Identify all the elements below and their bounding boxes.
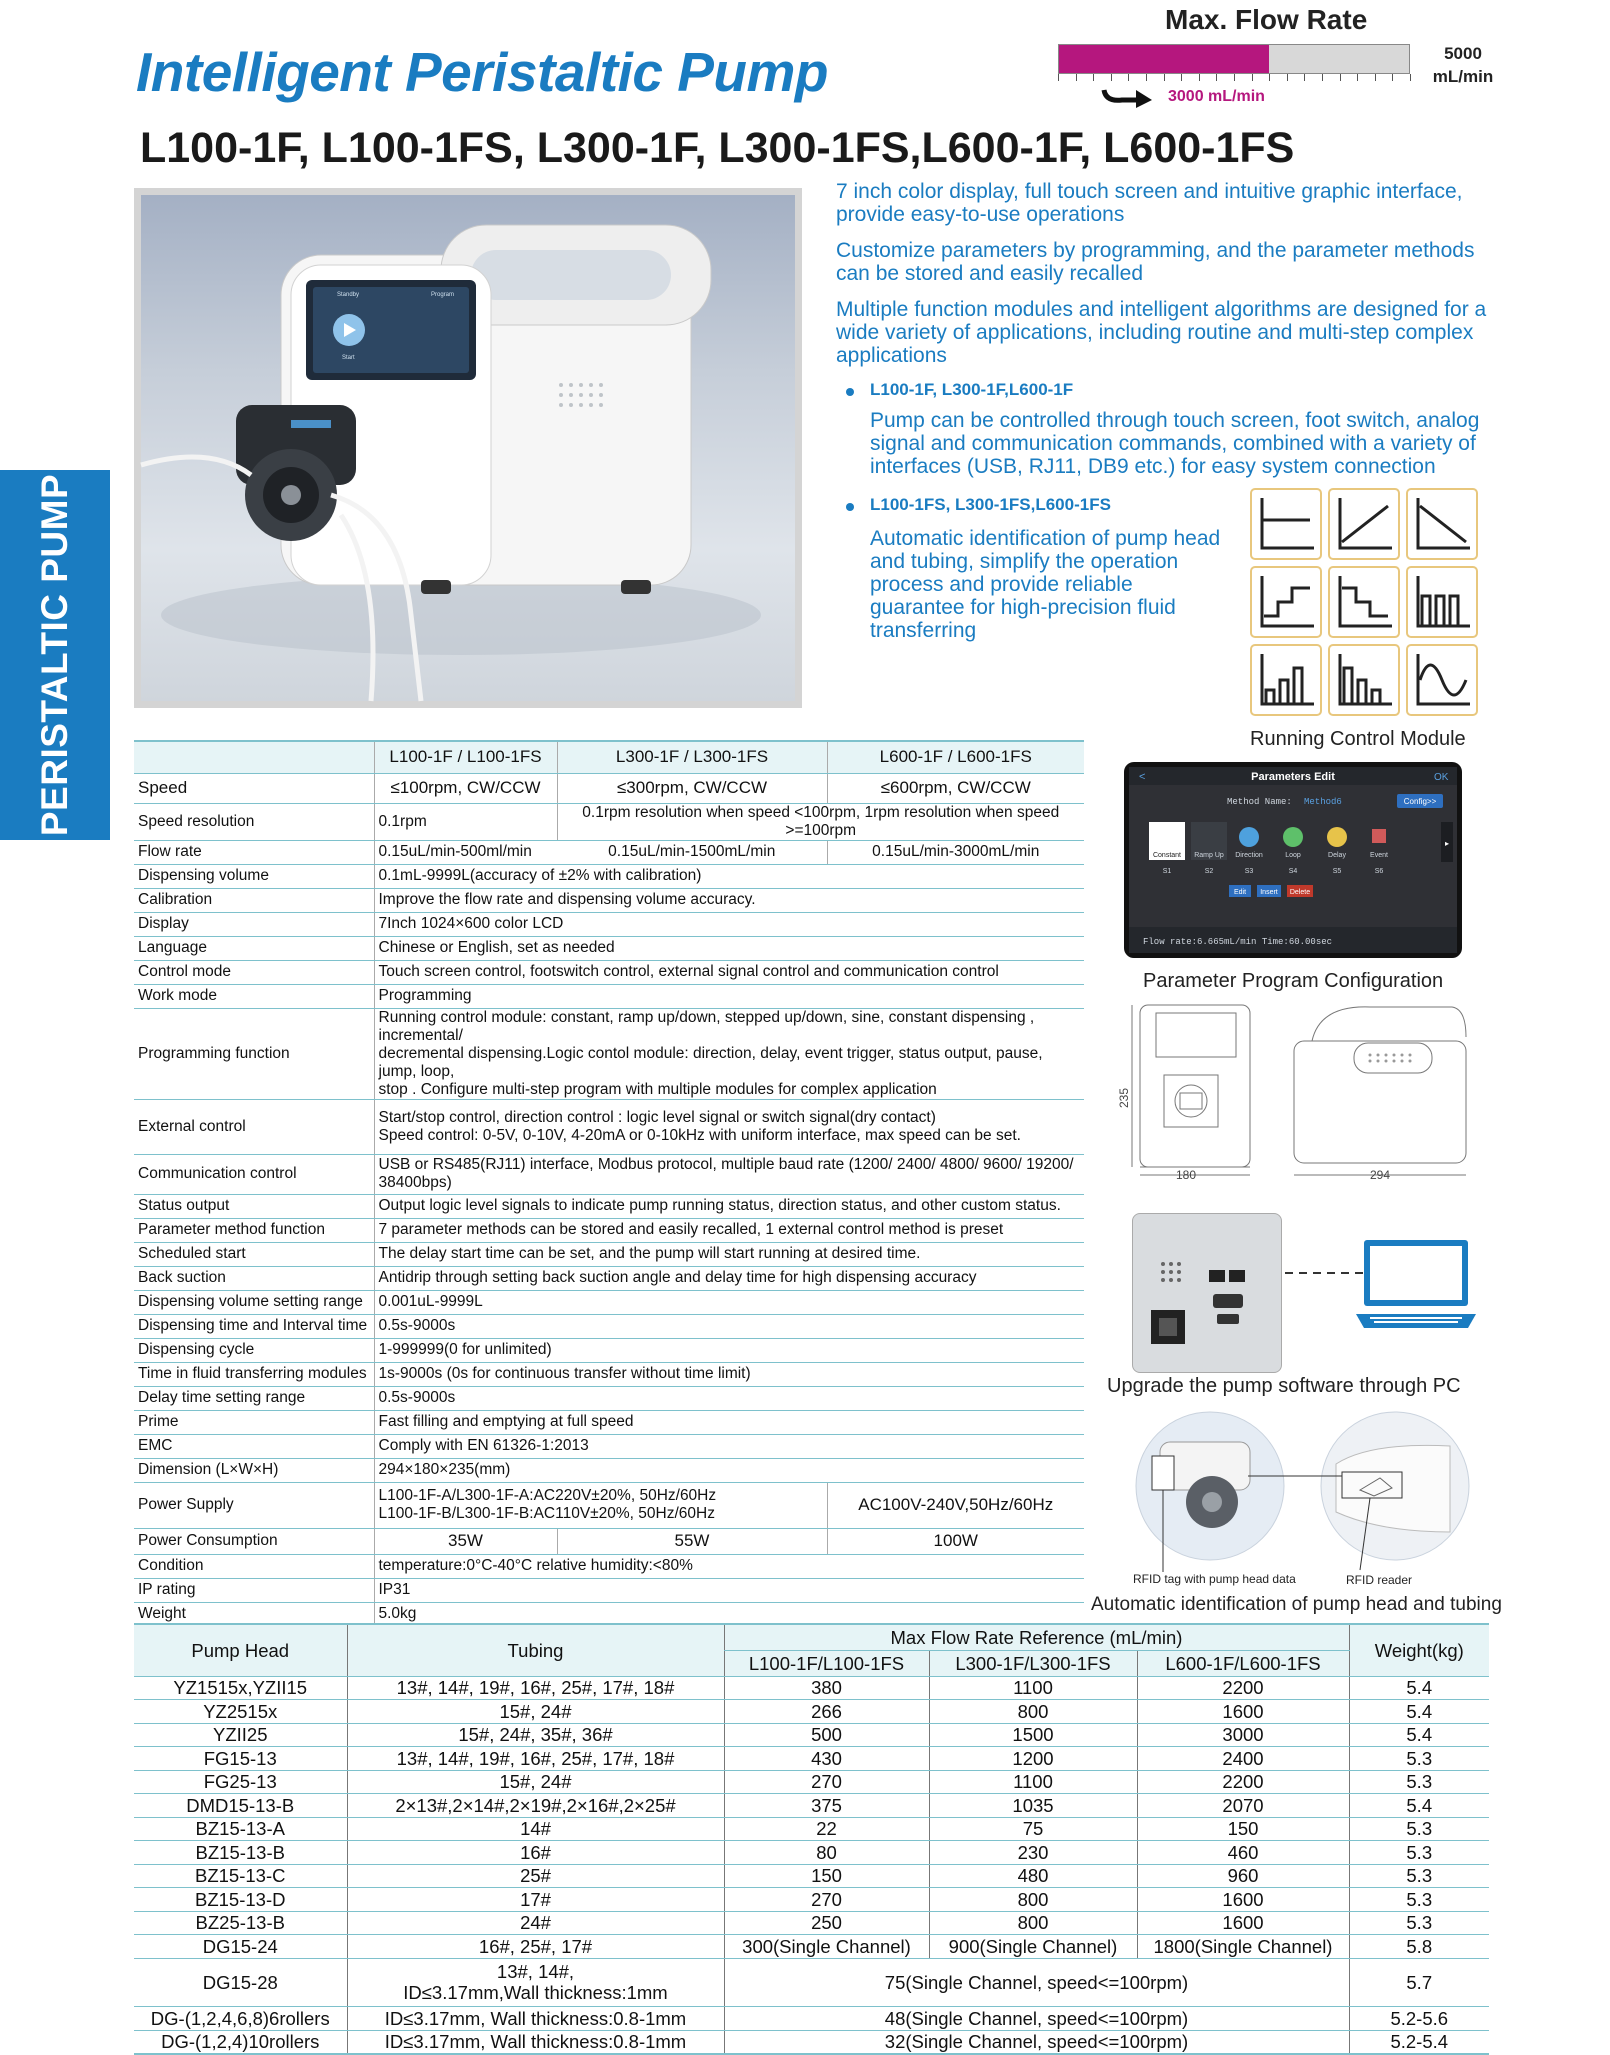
table-cell-v3: 1800(Single Channel) (1137, 1935, 1349, 1959)
table-cell-weight: 5.4 (1349, 1700, 1489, 1724)
table-cell-head: YZ2515x (134, 1700, 347, 1724)
table-row (134, 1770, 1489, 1794)
table-cell-head: DG15-24 (134, 1935, 347, 1959)
flow-rate-tick (1269, 74, 1270, 81)
edit-button: Edit (1233, 889, 1247, 896)
screen-label-start: Start (342, 355, 355, 361)
table-row (134, 1700, 1489, 1724)
step-label: S6 (1374, 868, 1384, 875)
spec-label: Dispensing time and Interval time (134, 1314, 374, 1338)
table-cell-tubing: 16# (347, 1841, 724, 1865)
ramp-down-icon (1406, 488, 1478, 560)
table-cell-head: BZ15-13-C (134, 1864, 347, 1888)
flow-rate-tick (1287, 74, 1288, 81)
spec-value: ≤100rpm, CW/CCW (374, 773, 557, 803)
screen-label-program: Program (431, 292, 455, 298)
spec-value: Output logic level signals to indicate pump running status, direction status, and other custom status. (374, 1194, 1084, 1218)
table-cell-v2: 1100 (929, 1770, 1137, 1794)
table-row (134, 1888, 1489, 1912)
flow-rate-tick (1340, 74, 1341, 81)
decremental-icon (1328, 644, 1400, 716)
col-pump-head: Pump Head (134, 1624, 347, 1676)
dimension-drawing (1117, 1003, 1470, 1182)
feature-display: 7 inch color display, full touch screen and intuitive graphic interface, provide easy-to-use operations (836, 180, 1463, 226)
spec-label: Scheduled start (134, 1242, 374, 1266)
caption-auto-id: Automatic identification of pump head and tubing (1091, 1594, 1502, 1615)
spec-value: Improve the flow rate and dispensing volume accuracy. (374, 888, 1084, 912)
flow-table-body (134, 1676, 1489, 1958)
table-cell-weight: 5.3 (1349, 1770, 1489, 1794)
table-cell-v1: 250 (724, 1911, 929, 1935)
table-cell-head: FG25-13 (134, 1770, 347, 1794)
table-cell-weight: 5.3 (1349, 1911, 1489, 1935)
table-cell-weight: 5.3 (1349, 1817, 1489, 1841)
method-name-label: Method Name: (1227, 797, 1292, 807)
spec-value: Chinese or English, set as needed (374, 936, 1084, 960)
table-cell-tubing: 24# (347, 1911, 724, 1935)
flow-rate-tick (1093, 74, 1094, 81)
table-cell-v1: 150 (724, 1864, 929, 1888)
spec-label: Display (134, 912, 374, 936)
table-cell-v3: 2200 (1137, 1770, 1349, 1794)
sine-icon (1406, 644, 1478, 716)
table-cell-v3: 1600 (1137, 1911, 1349, 1935)
table-row (134, 1794, 1489, 1818)
constant-mode-icon (1250, 488, 1322, 560)
category-side-tab (0, 470, 110, 840)
table-cell-v1: 22 (724, 1817, 929, 1841)
spec-label: IP rating (134, 1578, 374, 1602)
bullet-icon (846, 388, 854, 396)
spec-value: 1s-9000s (0s for continuous transfer without time limit) (374, 1362, 1084, 1386)
table-cell-head: BZ15-13-D (134, 1888, 347, 1912)
table-cell-v2: 900(Single Channel) (929, 1935, 1137, 1959)
table-cell-weight: 5.3 (1349, 1864, 1489, 1888)
caption-running-control: Running Control Module (1250, 728, 1466, 750)
table-cell-head: YZ1515x,YZII15 (134, 1676, 347, 1700)
product-photo (134, 188, 802, 708)
table-cell-tubing: 13#, 14#, 19#, 16#, 25#, 17#, 18# (347, 1676, 724, 1700)
bullet-title-1: L100-1F, L300-1F,L600-1F (870, 380, 1074, 399)
spec-label: Flow rate (134, 840, 374, 864)
spec-col-l100: L100-1F / L100-1FS (374, 741, 557, 773)
flow-rate-tick (1128, 74, 1129, 81)
table-cell-tubing: 15#, 24#, 35#, 36# (347, 1723, 724, 1747)
table-row (134, 1911, 1489, 1935)
depth-label: 294 (1369, 1168, 1391, 1182)
flow-rate-tick (1164, 74, 1165, 81)
chevron-right-icon: ▸ (1444, 839, 1450, 848)
spec-label: External control (134, 1099, 374, 1154)
table-cell-v2: 75 (929, 1817, 1137, 1841)
col-weight: Weight(kg) (1349, 1624, 1489, 1676)
spec-value: 7Inch 1024×600 color LCD (374, 912, 1084, 936)
table-row (134, 1747, 1489, 1771)
table-cell-tubing: 2×13#,2×14#,2×19#,2×16#,2×25# (347, 1794, 724, 1818)
spec-label: Speed resolution (134, 803, 374, 840)
flow-rate-tick (1111, 74, 1112, 81)
table-cell-weight: 5.4 (1349, 1723, 1489, 1747)
table-cell-head: FG15-13 (134, 1747, 347, 1771)
spec-table (134, 740, 1084, 1627)
spec-label: Language (134, 936, 374, 960)
bullet-text-2: Automatic identification of pump head and tubing, simplify the operation process and provide reliable guarantee for high-precision fluid transferring (870, 527, 1221, 642)
running-mode-icons (1250, 488, 1484, 718)
spec-value: Touch screen control, footswitch control, external signal control and communication control (374, 960, 1084, 984)
spec-label: Work mode (134, 984, 374, 1008)
status-line: Flow rate:6.665mL/min Time:60.00sec (1143, 937, 1333, 947)
col-group-max-flow: Max Flow Rate Reference (mL/min) (724, 1624, 1349, 1650)
spec-label: Calibration (134, 888, 374, 912)
table-cell-tubing: 13#, 14#, 19#, 16#, 25#, 17#, 18# (347, 1747, 724, 1771)
table-cell-v3: 1600 (1137, 1888, 1349, 1912)
table-cell-v2: 1200 (929, 1747, 1137, 1771)
table-cell-head: BZ15-13-B (134, 1841, 347, 1865)
stepped-down-icon (1328, 566, 1400, 638)
ramp-up-icon (1328, 488, 1400, 560)
step-label: S2 (1204, 868, 1214, 875)
table-cell-head: DMD15-13-B (134, 1794, 347, 1818)
spec-label: EMC (134, 1434, 374, 1458)
table-cell-tubing: 14# (347, 1817, 724, 1841)
caption-rfid-reader: RFID reader (1346, 1573, 1413, 1587)
table-cell-v1: 500 (724, 1723, 929, 1747)
screen-ok: OK (1434, 772, 1449, 783)
caption-upgrade: Upgrade the pump software through PC (1107, 1375, 1461, 1397)
dispensing-icon (1406, 566, 1478, 638)
table-cell-v1: 270 (724, 1770, 929, 1794)
config-button: Config>> (1403, 797, 1437, 806)
module-label: Direction (1235, 852, 1263, 859)
model-list: L100-1F, L100-1FS, L300-1F, L300-1FS,L600-1F, L600-1FS (140, 124, 1295, 172)
width-label: 180 (1175, 1168, 1197, 1182)
spec-value: 0.1rpm (374, 803, 557, 840)
spec-label: Programming function (134, 1008, 374, 1099)
flow-rate-tick (1216, 74, 1217, 81)
spec-value: 0.15uL/min-3000mL/min (827, 840, 1084, 864)
spec-value: 1-999999(0 for unlimited) (374, 1338, 1084, 1362)
table-cell-v1: 300(Single Channel) (724, 1935, 929, 1959)
table-cell-v3: 3000 (1137, 1723, 1349, 1747)
table-cell-head: BZ25-13-B (134, 1911, 347, 1935)
flow-rate-max (1418, 42, 1508, 88)
spec-value: Programming (374, 984, 1084, 1008)
table-cell-v2: 1035 (929, 1794, 1137, 1818)
table-row: DG15-28 13#, 14#, ID≤3.17mm,Wall thickness:1mm 75(Single Channel, speed<=100rpm) 5.7 (134, 1958, 1489, 2006)
incremental-icon (1250, 644, 1322, 716)
spec-value: Running control module: constant, ramp up/down, stepped up/down, sine, constant dispensing , incremental/ decremental dispensing.Logic contol module: direction, delay, event trigger, status output, pause, jump, loop, stop . Configure multi-step program with multiple modules for complex application (374, 1008, 1084, 1099)
step-label: S5 (1332, 868, 1342, 875)
table-row: DG-(1,2,4,6,8)6rollers ID≤3.17mm, Wall thickness:0.8-1mm 48(Single Channel, speed<=100rpm) 5.2-5.6 (134, 2006, 1489, 2030)
bullet-icon (846, 503, 854, 511)
flow-rate-tick (1375, 74, 1376, 81)
insert-button: Insert (1260, 889, 1278, 896)
module-label: Ramp Up (1194, 852, 1224, 859)
flow-rate-ticks (1058, 74, 1410, 82)
spec-value: Comply with EN 61326-1:2013 (374, 1434, 1084, 1458)
table-cell-v1: 380 (724, 1676, 929, 1700)
table-cell-v1: 270 (724, 1888, 929, 1912)
module-label: Loop (1285, 852, 1301, 859)
caption-rfid-tag: RFID tag with pump head data (1133, 1572, 1296, 1586)
step-label: S1 (1162, 868, 1172, 875)
table-cell-head: YZII25 (134, 1723, 347, 1747)
spec-label: Dispensing cycle (134, 1338, 374, 1362)
spec-value: ≤300rpm, CW/CCW (557, 773, 827, 803)
table-cell-v2: 800 (929, 1700, 1137, 1724)
rfid-illustration (1130, 1402, 1475, 1587)
col-l600: L600-1F/L600-1FS (1137, 1650, 1349, 1676)
table-cell-v3: 2070 (1137, 1794, 1349, 1818)
col-tubing: Tubing (347, 1624, 724, 1676)
table-cell-v2: 800 (929, 1888, 1137, 1912)
spec-value: Antidrip through setting back suction angle and delay time for high dispensing accuracy (374, 1266, 1084, 1290)
flow-rate-tick (1076, 74, 1077, 81)
spec-value: Fast filling and emptying at full speed (374, 1410, 1084, 1434)
flow-rate-max-unit: mL/min (1432, 67, 1494, 86)
module-label: Delay (1328, 852, 1346, 859)
table-cell-v3: 150 (1137, 1817, 1349, 1841)
parameters-edit-screen (1124, 762, 1462, 958)
spec-value: Start/stop control, direction control : logic level signal or switch signal(dry contact) Speed control: 0-5V, 0-10V, 4-20mA or 0-10kHz with uniform interface, max speed can be set. (374, 1099, 1084, 1154)
spec-label: Time in fluid transferring modules (134, 1362, 374, 1386)
method-name-value: Method6 (1304, 797, 1342, 807)
spec-value: 0.5s-9000s (374, 1386, 1084, 1410)
table-cell-weight: 5.4 (1349, 1794, 1489, 1818)
module-label: Event (1370, 852, 1388, 859)
spec-value: 100W (827, 1528, 1084, 1554)
arrow-right-icon (1100, 86, 1160, 108)
screen-title: Parameters Edit (1251, 771, 1335, 783)
screen-label-standby: Standby (337, 292, 360, 298)
spec-label: Delay time setting range (134, 1386, 374, 1410)
spec-label: Communication control (134, 1154, 374, 1194)
spec-value: USB or RS485(RJ11) interface, Modbus protocol, multiple baud rate (1200/ 2400/ 4800/ 9600/ 19200/ 38400bps) (374, 1154, 1084, 1194)
table-cell-weight: 5.3 (1349, 1747, 1489, 1771)
pump-illustration (141, 195, 795, 701)
flow-rate-tick (1146, 74, 1147, 81)
spec-label: Power Consumption (134, 1528, 374, 1554)
spec-col-l300: L300-1F / L300-1FS (557, 741, 827, 773)
table-cell-v3: 2400 (1137, 1747, 1349, 1771)
table-cell-weight: 5.8 (1349, 1935, 1489, 1959)
spec-value: 0.1rpm resolution when speed <100rpm, 1rpm resolution when speed >=100rpm (557, 803, 1084, 840)
flow-rate-tick (1252, 74, 1253, 81)
spec-label: Dimension (L×W×H) (134, 1458, 374, 1482)
flow-rate-tick (1357, 74, 1358, 81)
spec-value: 0.15uL/min-500ml/min (374, 840, 557, 864)
table-cell-v2: 1500 (929, 1723, 1137, 1747)
spec-value: 7 parameter methods can be stored and easily recalled, 1 external control method is preset (374, 1218, 1084, 1242)
spec-label: Back suction (134, 1266, 374, 1290)
flow-rate-tick (1181, 74, 1182, 81)
spec-value: temperature:0°C-40°C relative humidity:<80% (374, 1554, 1084, 1578)
table-cell-tubing: 25# (347, 1864, 724, 1888)
spec-label: Status output (134, 1194, 374, 1218)
table-cell-v3: 1600 (1137, 1700, 1349, 1724)
spec-label: Dispensing volume (134, 864, 374, 888)
connection-line (1285, 1270, 1363, 1276)
category-label: PERISTALTIC PUMP (34, 473, 75, 837)
table-cell-head: BZ15-13-A (134, 1817, 347, 1841)
bullet-text-1: Pump can be controlled through touch screen, foot switch, analog signal and communication commands, combined with a variety of interfaces (USB, RJ11, DB9 etc.) for easy system connection (870, 409, 1480, 478)
flow-rate-tick (1234, 74, 1235, 81)
flow-rate-tick (1392, 74, 1393, 81)
flow-rate-max-value: 5000 (1444, 44, 1482, 63)
step-label: S4 (1288, 868, 1298, 875)
spec-label: Weight (134, 1602, 374, 1626)
page-title: Intelligent Peristaltic Pump (136, 41, 828, 103)
spec-label: Power Supply (134, 1482, 374, 1528)
feature-programming: Customize parameters by programming, and the parameter methods can be stored and easily recalled (836, 239, 1475, 285)
table-cell-v2: 480 (929, 1864, 1137, 1888)
col-l100: L100-1F/L100-1FS (724, 1650, 929, 1676)
max-flow-rate-title: Max. Flow Rate (1165, 4, 1368, 35)
table-cell-weight: 5.3 (1349, 1888, 1489, 1912)
table-cell-tubing: 17# (347, 1888, 724, 1912)
spec-value: The delay start time can be set, and the pump will start running at desired time. (374, 1242, 1084, 1266)
spec-value: 0.5s-9000s (374, 1314, 1084, 1338)
spec-value: 0.1mL-9999L(accuracy of ±2% with calibration) (374, 864, 1084, 888)
table-cell-v1: 430 (724, 1747, 929, 1771)
spec-col-l600: L600-1F / L600-1FS (827, 741, 1084, 773)
table-row: DG-(1,2,4)10rollers ID≤3.17mm, Wall thickness:0.8-1mm 32(Single Channel, speed<=100rpm) 5.2-5.4 (134, 2030, 1489, 2054)
spec-value: ≤600rpm, CW/CCW (827, 773, 1084, 803)
spec-value: IP31 (374, 1578, 1084, 1602)
table-row (134, 1864, 1489, 1888)
spec-value: 35W (374, 1528, 557, 1554)
flow-rate-tick (1322, 74, 1323, 81)
table-row (134, 1841, 1489, 1865)
table-cell-tubing: 16#, 25#, 17# (347, 1935, 724, 1959)
feature-modules: Multiple function modules and intelligent algorithms are designed for a wide variety of applications, including routine and multi-step complex applications (836, 298, 1487, 367)
table-cell-v3: 2200 (1137, 1676, 1349, 1700)
step-label: S3 (1244, 868, 1254, 875)
spec-value: 294×180×235(mm) (374, 1458, 1084, 1482)
spec-label: Condition (134, 1554, 374, 1578)
table-cell-tubing: 15#, 24# (347, 1770, 724, 1794)
flow-rate-tick (1304, 74, 1305, 81)
spec-value: 55W (557, 1528, 827, 1554)
spec-value: AC100V-240V,50Hz/60Hz (827, 1482, 1084, 1528)
table-row (134, 1676, 1489, 1700)
computer-icon (1356, 1238, 1476, 1334)
delete-button: Delete (1289, 889, 1311, 896)
table-cell-v2: 1100 (929, 1676, 1137, 1700)
table-cell-v1: 375 (724, 1794, 929, 1818)
flow-rate-tick (1058, 74, 1059, 81)
flow-rate-tick (1410, 74, 1411, 81)
spec-value: 5.0kg (374, 1602, 1084, 1626)
table-cell-weight: 5.4 (1349, 1676, 1489, 1700)
table-cell-v1: 266 (724, 1700, 929, 1724)
table-cell-tubing: 15#, 24# (347, 1700, 724, 1724)
spec-value: 0.15uL/min-1500mL/min (557, 840, 827, 864)
pump-back-panel (1132, 1213, 1282, 1373)
back-chevron-icon: < (1139, 771, 1146, 783)
spec-value: L100-1F-A/L300-1F-A:AC220V±20%, 50Hz/60Hz L100-1F-B/L300-1F-B:AC110V±20%, 50Hz/60Hz (374, 1482, 827, 1528)
table-cell-v1: 80 (724, 1841, 929, 1865)
flow-rate-table (134, 1623, 1489, 2055)
spec-label: Speed (134, 773, 374, 803)
height-label: 235 (1117, 1087, 1131, 1109)
module-label: Constant (1152, 852, 1182, 859)
table-cell-v3: 460 (1137, 1841, 1349, 1865)
spec-value: 0.001uL-9999L (374, 1290, 1084, 1314)
flow-rate-current: 3000 mL/min (1168, 88, 1265, 105)
table-row (134, 1723, 1489, 1747)
spec-label: Dispensing volume setting range (134, 1290, 374, 1314)
col-l300: L300-1F/L300-1FS (929, 1650, 1137, 1676)
spec-label: Parameter method function (134, 1218, 374, 1242)
caption-parameter-program: Parameter Program Configuration (1143, 970, 1444, 992)
table-row (134, 1817, 1489, 1841)
flow-rate-bar (1058, 44, 1410, 74)
table-cell-weight: 5.3 (1349, 1841, 1489, 1865)
flow-rate-tick (1199, 74, 1200, 81)
spec-label: Prime (134, 1410, 374, 1434)
table-row (134, 1935, 1489, 1959)
flow-rate-bar-fill (1059, 45, 1269, 73)
spec-label: Control mode (134, 960, 374, 984)
bullet-title-2: L100-1FS, L300-1FS,L600-1FS (870, 495, 1111, 514)
table-cell-v2: 230 (929, 1841, 1137, 1865)
table-cell-v2: 800 (929, 1911, 1137, 1935)
stepped-up-icon (1250, 566, 1322, 638)
table-cell-v3: 960 (1137, 1864, 1349, 1888)
